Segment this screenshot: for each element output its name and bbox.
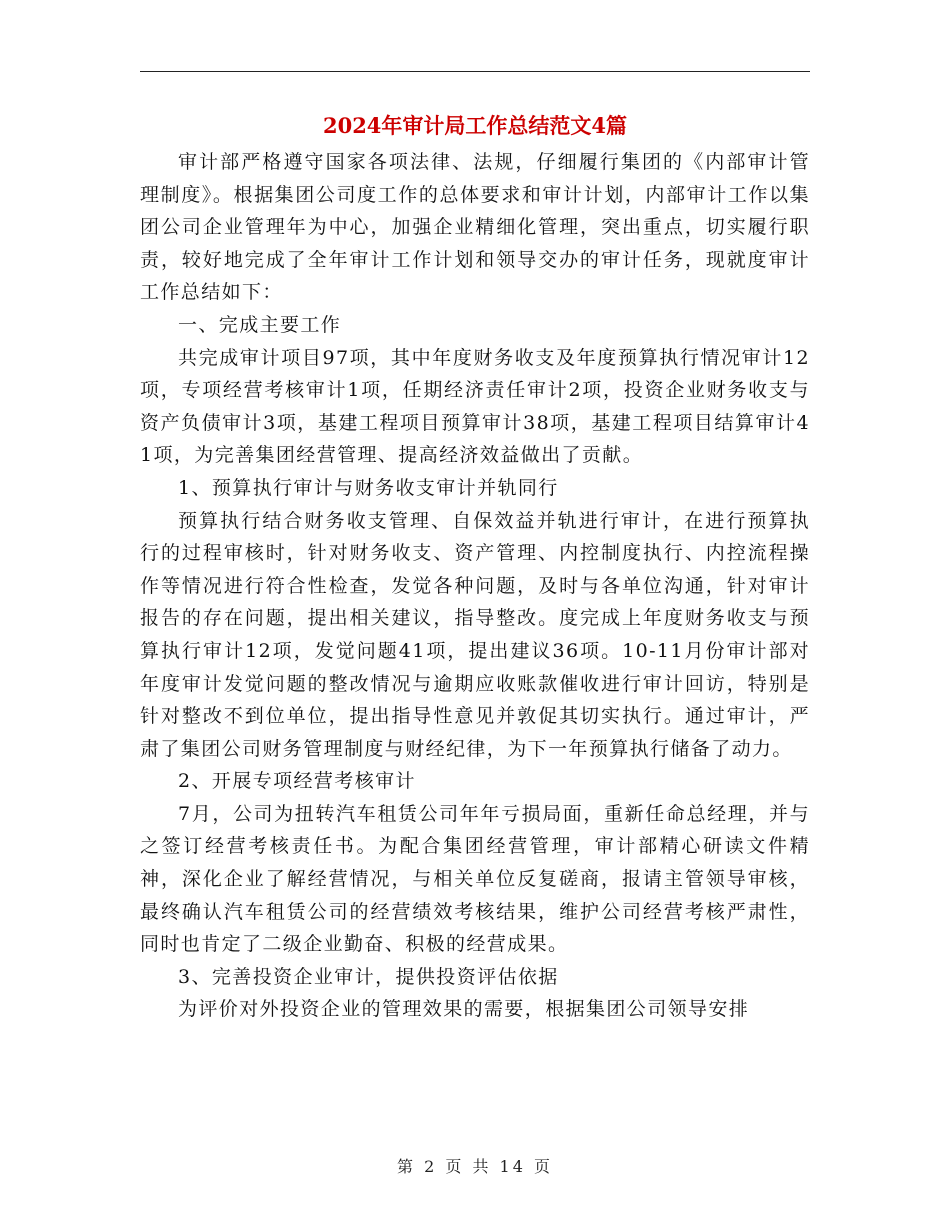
paragraph: 审计部严格遵守国家各项法律、法规，仔细履行集团的《内部审计管理制度》。根据集团公司度工作的总体要求和审计计划，内部审计工作以集团公司企业管理年为中心，加强企业精细化管理，突出重点，切实履行职责，较好地完成了全年审计工作计划和领导交办的审计任务，现就度审计工作总结如下： bbox=[140, 151, 810, 304]
paragraph: 共完成审计项目97项，其中年度财务收支及年度预算执行情况审计12项，专项经营考核审计1项，任期经济责任审计2项，投资企业财务收支与资产负债审计3项，基建工程项目预算审计38项，基建工程项目结算审计41项，为完善集团经营管理、提高经济效益做出了贡献。 bbox=[140, 346, 810, 467]
paragraph: 7月，公司为扭转汽车租赁公司年年亏损局面，重新任命总经理，并与之签订经营考核责任书。为配合集团经营管理，审计部精心研读文件精神，深化企业了解经营情况，与相关单位反复磋商，报请主管领导审核，最终确认汽车租赁公司的经营绩效考核结果，维护公司经营考核严肃性，同时也肯定了二级企业勤奋、积极的经营成果。 bbox=[140, 802, 810, 956]
section-heading: 3、完善投资企业审计，提供投资评估依据 bbox=[178, 965, 559, 988]
header-rule bbox=[140, 71, 810, 72]
section-heading: 2、开展专项经营考核审计 bbox=[178, 770, 416, 793]
section-heading: 一、完成主要工作 bbox=[178, 313, 342, 336]
paragraph: 预算执行结合财务收支管理、自保效益并轨进行审计，在进行预算执行的过程审核时，针对财务收支、资产管理、内控制度执行、内控流程操作等情况进行符合性检查，发觉各种问题，及时与各单位沟通，针对审计报告的存在问题，提出相关建议，指导整改。度完成上年度财务收支与预算执行审计12项，发觉问题41项，提出建议36项。10-11月份审计部对年度审计发觉问题的整改情况与逾期应收账款催收进行审计回访，特别是针对整改不到位单位，提出指导性意见并敦促其切实执行。通过审计，严肃了集团公司财务管理制度与财经纪律，为下一年预算执行储备了动力。 bbox=[140, 509, 810, 760]
document-body bbox=[140, 146, 810, 1026]
document-title: 2024年审计局工作总结范文4篇 bbox=[322, 113, 628, 138]
page-number-footer: 第 2 页 共 14 页 bbox=[397, 1157, 553, 1176]
paragraph: 为评价对外投资企业的管理效果的需要，根据集团公司领导安排 bbox=[178, 998, 750, 1021]
section-heading: 1、预算执行审计与财务收支审计并轨同行 bbox=[178, 476, 559, 499]
